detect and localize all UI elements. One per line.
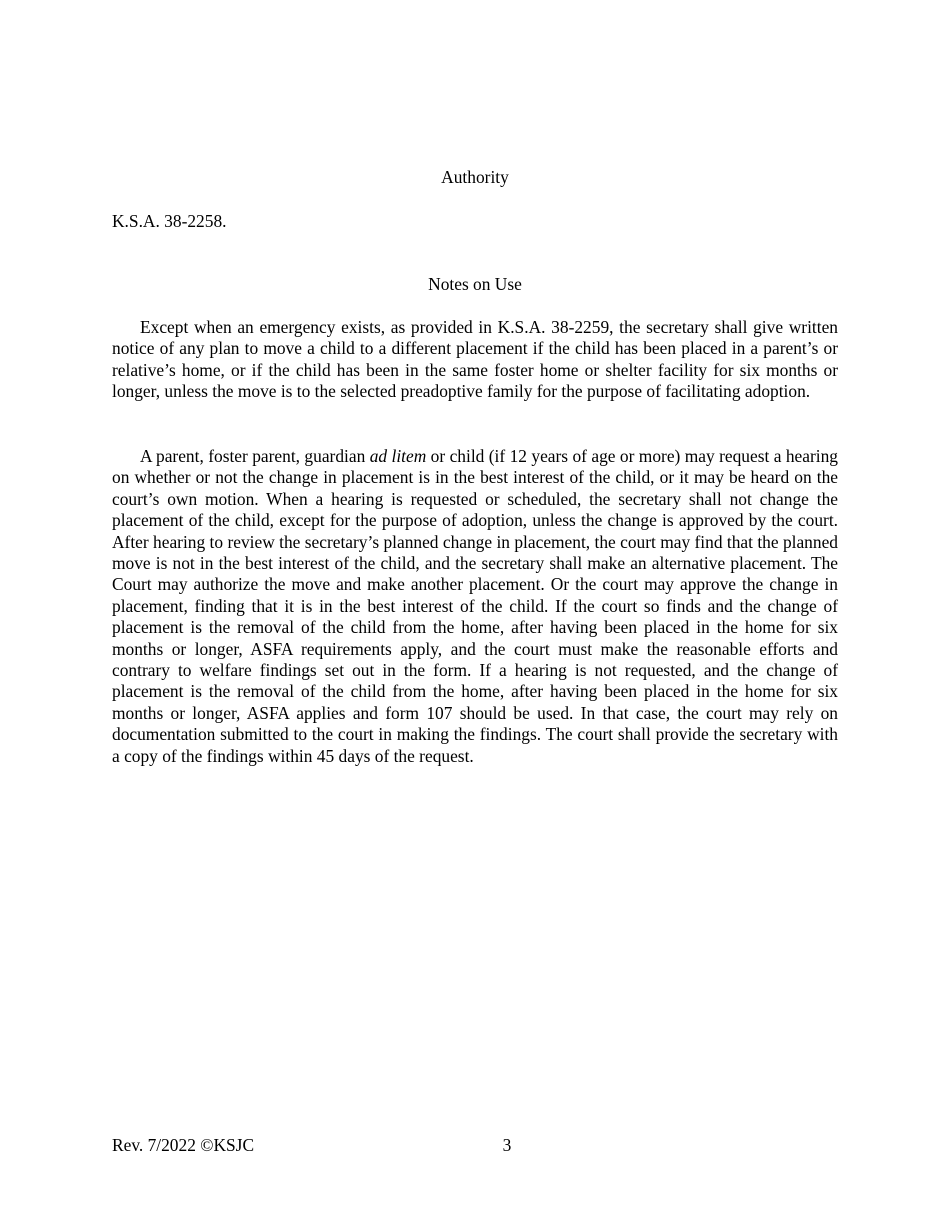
notes-paragraph-2-lead: A parent, foster parent, guardian xyxy=(140,446,370,466)
page-number: 3 xyxy=(502,1135,512,1155)
authority-heading: Authority xyxy=(441,167,509,187)
authority-citation: K.S.A. 38-2258. xyxy=(112,211,227,231)
notes-paragraph-2-italic-term: ad litem xyxy=(369,446,427,466)
footer-revision: Rev. 7/2022 ©KSJC xyxy=(112,1135,255,1155)
notes-paragraph-2-body: or child (if 12 years of age or more) may request a hearing on whether or not the change in placement is in the best interest of the child, or it may be heard on the court’s own motion. When a hearing is requested or scheduled, the secretary shall not change the placement of the child, except for the purpose of adoption, unless the change is approved by the court. After hearing to review the secretary’s planned change in placement, the court may find that the planned move is not in the best interest of the child, and the secretary shall make an alternative placement. The Court may authorize the move and make another placement. Or the court may approve the change in placement, finding that it is in the best interest of the child. If the court so finds and the change of placement is the removal of the child from the home, after having been placed in the home for six months or longer, ASFA requirements apply, and the court must make the reasonable efforts and contrary to welfare findings set out in the form. If a hearing is not requested, and the change of placement is the removal of the child from the home, after having been placed in the home for six months or longer, ASFA applies and form 107 should be used. In that case, the court may rely on documentation submitted to the court in making the findings. The court shall provide the secretary with a copy of the findings within 45 days of the request. xyxy=(112,446,838,766)
notes-paragraph-1: Except when an emergency exists, as provided in K.S.A. 38-2259, the secretary shall give written notice of any plan to move a child to a different placement if the child has been placed in a parent’s or relative’s home, or if the child has been in the same foster home or shelter facility for six months or longer, unless the move is to the selected preadoptive family for the purpose of facilitating adoption. xyxy=(112,317,838,402)
notes-paragraph-2 xyxy=(112,446,838,767)
notes-on-use-heading: Notes on Use xyxy=(428,274,522,294)
